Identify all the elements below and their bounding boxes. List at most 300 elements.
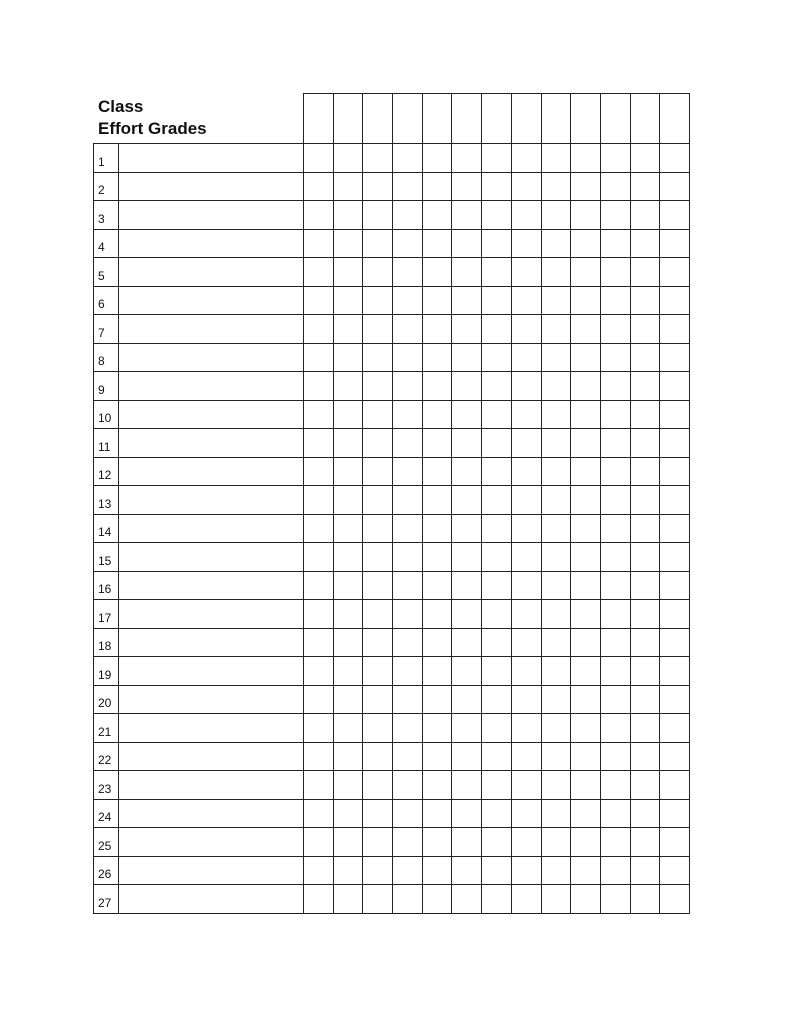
grade-cell[interactable]: [482, 543, 512, 572]
grade-cell[interactable]: [363, 258, 393, 287]
student-name-cell[interactable]: [119, 429, 304, 458]
grade-cell[interactable]: [482, 229, 512, 258]
grade-cell[interactable]: [304, 201, 334, 230]
grade-cell[interactable]: [630, 628, 660, 657]
grade-cell[interactable]: [541, 714, 571, 743]
grade-cell[interactable]: [600, 628, 630, 657]
grade-cell[interactable]: [393, 172, 423, 201]
grade-cell[interactable]: [333, 799, 363, 828]
grade-cell[interactable]: [363, 144, 393, 173]
grade-cell[interactable]: [422, 172, 452, 201]
grade-cell[interactable]: [333, 600, 363, 629]
grade-cell[interactable]: [630, 742, 660, 771]
grade-cell[interactable]: [660, 657, 690, 686]
grade-cell[interactable]: [333, 144, 363, 173]
grade-cell[interactable]: [660, 571, 690, 600]
grade-cell[interactable]: [452, 685, 482, 714]
grade-cell[interactable]: [600, 343, 630, 372]
grade-cell[interactable]: [452, 315, 482, 344]
grade-cell[interactable]: [422, 600, 452, 629]
grade-cell[interactable]: [511, 828, 541, 857]
grade-cell[interactable]: [452, 885, 482, 914]
grade-cell[interactable]: [600, 372, 630, 401]
grade-cell[interactable]: [541, 828, 571, 857]
grade-cell[interactable]: [452, 742, 482, 771]
grade-cell[interactable]: [482, 885, 512, 914]
grade-cell[interactable]: [571, 343, 601, 372]
grade-cell[interactable]: [422, 315, 452, 344]
grade-cell[interactable]: [630, 343, 660, 372]
grade-cell[interactable]: [571, 685, 601, 714]
grade-cell[interactable]: [393, 457, 423, 486]
grade-cell[interactable]: [482, 201, 512, 230]
grade-cell[interactable]: [304, 457, 334, 486]
grade-cell[interactable]: [452, 144, 482, 173]
grade-cell[interactable]: [511, 543, 541, 572]
grade-cell[interactable]: [571, 543, 601, 572]
grade-column-header[interactable]: [601, 94, 631, 144]
student-name-cell[interactable]: [119, 628, 304, 657]
grade-cell[interactable]: [541, 144, 571, 173]
grade-cell[interactable]: [482, 600, 512, 629]
grade-cell[interactable]: [422, 286, 452, 315]
grade-cell[interactable]: [422, 685, 452, 714]
grade-cell[interactable]: [304, 514, 334, 543]
grade-cell[interactable]: [452, 201, 482, 230]
grade-cell[interactable]: [422, 201, 452, 230]
grade-cell[interactable]: [482, 258, 512, 287]
grade-cell[interactable]: [393, 714, 423, 743]
grade-cell[interactable]: [393, 771, 423, 800]
grade-cell[interactable]: [600, 742, 630, 771]
grade-cell[interactable]: [600, 828, 630, 857]
grade-cell[interactable]: [511, 429, 541, 458]
grade-cell[interactable]: [571, 600, 601, 629]
grade-cell[interactable]: [304, 885, 334, 914]
grade-column-header[interactable]: [512, 94, 542, 144]
grade-cell[interactable]: [452, 714, 482, 743]
grade-cell[interactable]: [541, 372, 571, 401]
grade-cell[interactable]: [304, 628, 334, 657]
grade-cell[interactable]: [630, 856, 660, 885]
grade-cell[interactable]: [304, 172, 334, 201]
grade-cell[interactable]: [571, 628, 601, 657]
grade-cell[interactable]: [452, 457, 482, 486]
grade-cell[interactable]: [630, 144, 660, 173]
student-name-cell[interactable]: [119, 315, 304, 344]
grade-cell[interactable]: [482, 799, 512, 828]
grade-cell[interactable]: [511, 229, 541, 258]
grade-cell[interactable]: [541, 600, 571, 629]
grade-cell[interactable]: [660, 343, 690, 372]
grade-cell[interactable]: [511, 714, 541, 743]
grade-cell[interactable]: [630, 514, 660, 543]
grade-cell[interactable]: [630, 372, 660, 401]
grade-cell[interactable]: [660, 543, 690, 572]
grade-cell[interactable]: [393, 799, 423, 828]
grade-cell[interactable]: [304, 400, 334, 429]
grade-cell[interactable]: [452, 543, 482, 572]
grade-cell[interactable]: [452, 343, 482, 372]
grade-cell[interactable]: [660, 514, 690, 543]
grade-cell[interactable]: [511, 144, 541, 173]
grade-cell[interactable]: [363, 600, 393, 629]
grade-cell[interactable]: [333, 429, 363, 458]
grade-cell[interactable]: [422, 514, 452, 543]
grade-cell[interactable]: [393, 628, 423, 657]
grade-cell[interactable]: [630, 543, 660, 572]
student-name-cell[interactable]: [119, 201, 304, 230]
student-name-cell[interactable]: [119, 685, 304, 714]
student-name-cell[interactable]: [119, 229, 304, 258]
grade-cell[interactable]: [571, 372, 601, 401]
grade-cell[interactable]: [482, 144, 512, 173]
grade-cell[interactable]: [422, 771, 452, 800]
grade-cell[interactable]: [600, 799, 630, 828]
grade-cell[interactable]: [660, 856, 690, 885]
grade-cell[interactable]: [304, 828, 334, 857]
grade-cell[interactable]: [363, 571, 393, 600]
grade-cell[interactable]: [660, 429, 690, 458]
grade-cell[interactable]: [541, 315, 571, 344]
grade-cell[interactable]: [363, 400, 393, 429]
grade-cell[interactable]: [363, 799, 393, 828]
grade-cell[interactable]: [571, 315, 601, 344]
grade-cell[interactable]: [304, 856, 334, 885]
grade-cell[interactable]: [363, 201, 393, 230]
grade-cell[interactable]: [333, 229, 363, 258]
grade-cell[interactable]: [333, 400, 363, 429]
grade-cell[interactable]: [422, 400, 452, 429]
grade-column-header[interactable]: [482, 94, 512, 144]
grade-cell[interactable]: [541, 229, 571, 258]
grade-cell[interactable]: [304, 315, 334, 344]
grade-cell[interactable]: [304, 229, 334, 258]
grade-cell[interactable]: [630, 600, 660, 629]
grade-cell[interactable]: [660, 771, 690, 800]
grade-cell[interactable]: [482, 172, 512, 201]
grade-cell[interactable]: [333, 258, 363, 287]
grade-cell[interactable]: [304, 286, 334, 315]
grade-cell[interactable]: [363, 486, 393, 515]
grade-cell[interactable]: [660, 372, 690, 401]
grade-cell[interactable]: [333, 657, 363, 686]
grade-cell[interactable]: [393, 144, 423, 173]
grade-cell[interactable]: [511, 628, 541, 657]
grade-cell[interactable]: [630, 201, 660, 230]
grade-cell[interactable]: [363, 628, 393, 657]
grade-cell[interactable]: [571, 144, 601, 173]
grade-cell[interactable]: [422, 657, 452, 686]
grade-cell[interactable]: [333, 742, 363, 771]
grade-cell[interactable]: [452, 286, 482, 315]
grade-cell[interactable]: [422, 457, 452, 486]
grade-cell[interactable]: [541, 799, 571, 828]
grade-cell[interactable]: [452, 856, 482, 885]
grade-cell[interactable]: [511, 600, 541, 629]
grade-cell[interactable]: [630, 799, 660, 828]
grade-cell[interactable]: [452, 771, 482, 800]
student-name-cell[interactable]: [119, 714, 304, 743]
grade-cell[interactable]: [541, 400, 571, 429]
grade-cell[interactable]: [393, 286, 423, 315]
grade-cell[interactable]: [571, 742, 601, 771]
grade-cell[interactable]: [363, 885, 393, 914]
grade-cell[interactable]: [511, 685, 541, 714]
grade-cell[interactable]: [541, 685, 571, 714]
grade-cell[interactable]: [482, 628, 512, 657]
grade-cell[interactable]: [482, 571, 512, 600]
grade-cell[interactable]: [363, 429, 393, 458]
grade-cell[interactable]: [422, 372, 452, 401]
grade-cell[interactable]: [422, 742, 452, 771]
grade-cell[interactable]: [541, 429, 571, 458]
grade-cell[interactable]: [660, 229, 690, 258]
grade-cell[interactable]: [600, 144, 630, 173]
grade-cell[interactable]: [304, 685, 334, 714]
grade-cell[interactable]: [600, 201, 630, 230]
grade-cell[interactable]: [393, 856, 423, 885]
grade-cell[interactable]: [422, 628, 452, 657]
grade-cell[interactable]: [482, 429, 512, 458]
grade-cell[interactable]: [541, 771, 571, 800]
grade-cell[interactable]: [333, 543, 363, 572]
grade-cell[interactable]: [571, 514, 601, 543]
grade-cell[interactable]: [600, 258, 630, 287]
grade-cell[interactable]: [541, 657, 571, 686]
grade-cell[interactable]: [393, 657, 423, 686]
grade-cell[interactable]: [630, 258, 660, 287]
grade-cell[interactable]: [452, 600, 482, 629]
grade-cell[interactable]: [333, 514, 363, 543]
grade-cell[interactable]: [541, 543, 571, 572]
grade-cell[interactable]: [482, 657, 512, 686]
grade-cell[interactable]: [333, 571, 363, 600]
grade-cell[interactable]: [660, 457, 690, 486]
grade-cell[interactable]: [482, 771, 512, 800]
grade-cell[interactable]: [363, 657, 393, 686]
grade-cell[interactable]: [452, 429, 482, 458]
grade-cell[interactable]: [511, 657, 541, 686]
student-name-cell[interactable]: [119, 144, 304, 173]
grade-column-header[interactable]: [660, 94, 690, 144]
grade-column-header[interactable]: [631, 94, 661, 144]
student-name-cell[interactable]: [119, 742, 304, 771]
grade-cell[interactable]: [630, 486, 660, 515]
grade-cell[interactable]: [304, 714, 334, 743]
grade-cell[interactable]: [600, 885, 630, 914]
grade-cell[interactable]: [660, 201, 690, 230]
grade-cell[interactable]: [333, 828, 363, 857]
grade-cell[interactable]: [452, 486, 482, 515]
grade-cell[interactable]: [511, 571, 541, 600]
grade-cell[interactable]: [452, 628, 482, 657]
grade-cell[interactable]: [452, 172, 482, 201]
grade-cell[interactable]: [452, 799, 482, 828]
grade-cell[interactable]: [393, 258, 423, 287]
grade-cell[interactable]: [304, 343, 334, 372]
grade-column-header[interactable]: [334, 94, 364, 144]
grade-cell[interactable]: [422, 828, 452, 857]
grade-cell[interactable]: [600, 514, 630, 543]
grade-cell[interactable]: [600, 229, 630, 258]
grade-cell[interactable]: [660, 144, 690, 173]
grade-cell[interactable]: [600, 286, 630, 315]
grade-cell[interactable]: [511, 315, 541, 344]
student-name-cell[interactable]: [119, 828, 304, 857]
student-name-cell[interactable]: [119, 799, 304, 828]
grade-cell[interactable]: [571, 657, 601, 686]
grade-cell[interactable]: [571, 400, 601, 429]
grade-column-header[interactable]: [571, 94, 601, 144]
grade-cell[interactable]: [482, 856, 512, 885]
grade-cell[interactable]: [452, 828, 482, 857]
grade-cell[interactable]: [571, 229, 601, 258]
grade-cell[interactable]: [393, 571, 423, 600]
grade-cell[interactable]: [511, 885, 541, 914]
grade-cell[interactable]: [482, 828, 512, 857]
student-name-cell[interactable]: [119, 657, 304, 686]
grade-cell[interactable]: [630, 571, 660, 600]
grade-cell[interactable]: [422, 571, 452, 600]
grade-cell[interactable]: [541, 628, 571, 657]
student-name-cell[interactable]: [119, 286, 304, 315]
grade-cell[interactable]: [393, 685, 423, 714]
grade-cell[interactable]: [363, 828, 393, 857]
grade-cell[interactable]: [304, 742, 334, 771]
grade-cell[interactable]: [511, 286, 541, 315]
grade-cell[interactable]: [363, 372, 393, 401]
grade-cell[interactable]: [541, 286, 571, 315]
grade-column-header[interactable]: [452, 94, 482, 144]
grade-cell[interactable]: [393, 343, 423, 372]
grade-cell[interactable]: [422, 229, 452, 258]
grade-cell[interactable]: [571, 885, 601, 914]
grade-cell[interactable]: [660, 885, 690, 914]
grade-cell[interactable]: [571, 201, 601, 230]
grade-cell[interactable]: [511, 771, 541, 800]
grade-cell[interactable]: [600, 543, 630, 572]
grade-cell[interactable]: [393, 372, 423, 401]
grade-cell[interactable]: [363, 742, 393, 771]
grade-cell[interactable]: [333, 885, 363, 914]
grade-cell[interactable]: [452, 400, 482, 429]
grade-cell[interactable]: [422, 258, 452, 287]
grade-cell[interactable]: [630, 685, 660, 714]
grade-cell[interactable]: [482, 486, 512, 515]
grade-cell[interactable]: [363, 315, 393, 344]
grade-cell[interactable]: [393, 828, 423, 857]
grade-cell[interactable]: [422, 343, 452, 372]
grade-cell[interactable]: [333, 486, 363, 515]
grade-cell[interactable]: [333, 628, 363, 657]
student-name-cell[interactable]: [119, 258, 304, 287]
grade-cell[interactable]: [333, 856, 363, 885]
grade-column-header[interactable]: [304, 94, 334, 144]
grade-cell[interactable]: [333, 172, 363, 201]
grade-cell[interactable]: [541, 258, 571, 287]
grade-cell[interactable]: [482, 372, 512, 401]
grade-cell[interactable]: [571, 856, 601, 885]
grade-cell[interactable]: [511, 172, 541, 201]
grade-cell[interactable]: [571, 286, 601, 315]
grade-cell[interactable]: [422, 543, 452, 572]
grade-cell[interactable]: [600, 571, 630, 600]
grade-cell[interactable]: [600, 457, 630, 486]
grade-cell[interactable]: [393, 201, 423, 230]
grade-cell[interactable]: [422, 486, 452, 515]
grade-cell[interactable]: [571, 457, 601, 486]
grade-cell[interactable]: [571, 172, 601, 201]
grade-cell[interactable]: [304, 429, 334, 458]
grade-cell[interactable]: [660, 600, 690, 629]
student-name-cell[interactable]: [119, 571, 304, 600]
grade-cell[interactable]: [482, 400, 512, 429]
grade-cell[interactable]: [660, 172, 690, 201]
grade-cell[interactable]: [630, 828, 660, 857]
grade-cell[interactable]: [422, 885, 452, 914]
grade-cell[interactable]: [630, 714, 660, 743]
grade-cell[interactable]: [304, 657, 334, 686]
grade-cell[interactable]: [600, 486, 630, 515]
grade-cell[interactable]: [600, 657, 630, 686]
grade-cell[interactable]: [422, 799, 452, 828]
grade-cell[interactable]: [422, 856, 452, 885]
grade-cell[interactable]: [482, 343, 512, 372]
grade-cell[interactable]: [333, 343, 363, 372]
grade-cell[interactable]: [304, 144, 334, 173]
grade-cell[interactable]: [452, 258, 482, 287]
grade-cell[interactable]: [630, 172, 660, 201]
grade-cell[interactable]: [393, 486, 423, 515]
student-name-cell[interactable]: [119, 856, 304, 885]
grade-cell[interactable]: [511, 799, 541, 828]
grade-cell[interactable]: [304, 771, 334, 800]
grade-cell[interactable]: [600, 771, 630, 800]
grade-cell[interactable]: [452, 229, 482, 258]
grade-cell[interactable]: [363, 286, 393, 315]
grade-cell[interactable]: [630, 457, 660, 486]
grade-cell[interactable]: [452, 514, 482, 543]
grade-cell[interactable]: [422, 144, 452, 173]
student-name-cell[interactable]: [119, 343, 304, 372]
grade-cell[interactable]: [363, 514, 393, 543]
grade-cell[interactable]: [333, 685, 363, 714]
grade-cell[interactable]: [333, 714, 363, 743]
grade-cell[interactable]: [541, 514, 571, 543]
grade-cell[interactable]: [304, 600, 334, 629]
student-name-cell[interactable]: [119, 885, 304, 914]
grade-cell[interactable]: [511, 457, 541, 486]
grade-cell[interactable]: [393, 315, 423, 344]
grade-cell[interactable]: [630, 429, 660, 458]
grade-cell[interactable]: [600, 400, 630, 429]
grade-cell[interactable]: [333, 201, 363, 230]
grade-cell[interactable]: [482, 457, 512, 486]
grade-cell[interactable]: [571, 258, 601, 287]
grade-cell[interactable]: [571, 771, 601, 800]
grade-cell[interactable]: [511, 514, 541, 543]
grade-cell[interactable]: [571, 571, 601, 600]
grade-cell[interactable]: [630, 657, 660, 686]
grade-cell[interactable]: [482, 685, 512, 714]
grade-cell[interactable]: [541, 457, 571, 486]
student-name-cell[interactable]: [119, 514, 304, 543]
grade-cell[interactable]: [333, 771, 363, 800]
grade-column-header[interactable]: [393, 94, 423, 144]
grade-cell[interactable]: [363, 685, 393, 714]
grade-cell[interactable]: [363, 457, 393, 486]
